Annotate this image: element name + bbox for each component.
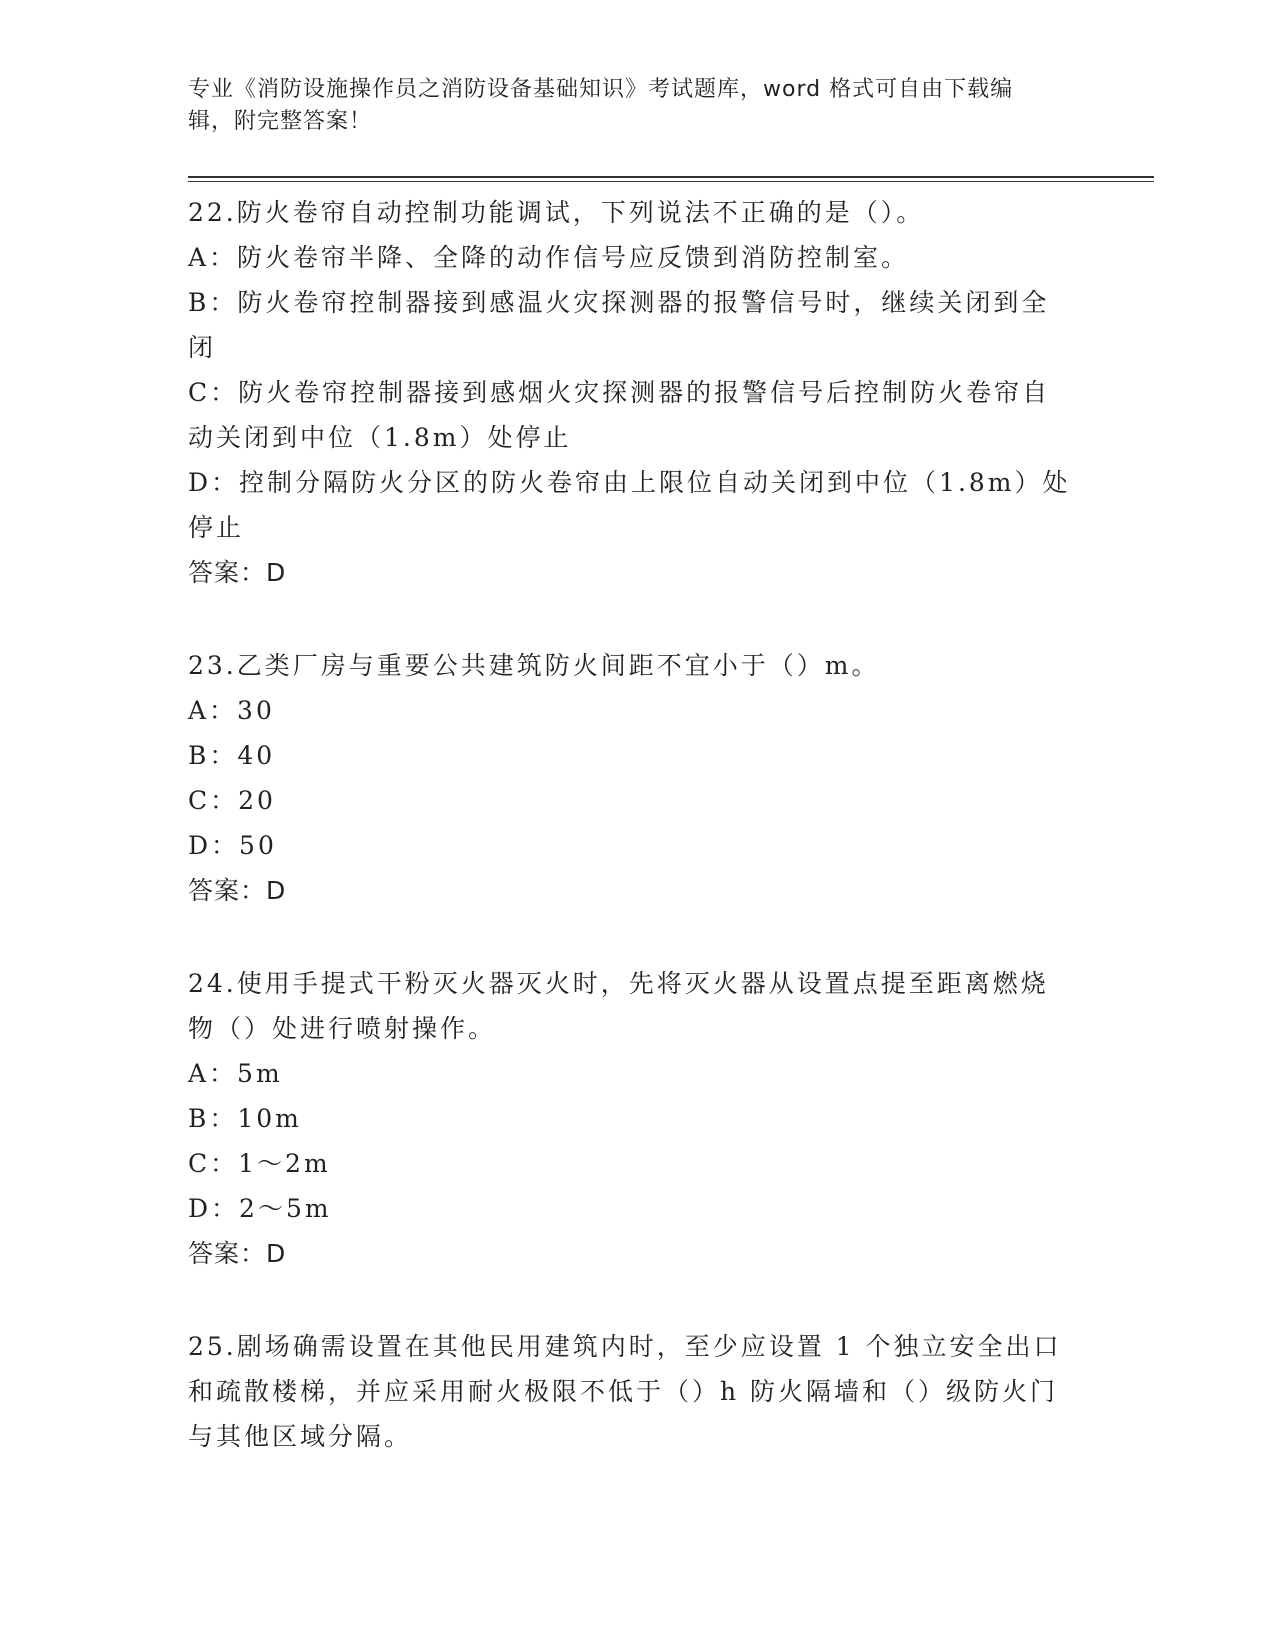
question-23 (188, 643, 1078, 913)
option-a: A：5m (188, 1059, 283, 1088)
option-d: D：50 (188, 831, 277, 860)
option-c: C：20 (188, 786, 276, 815)
header-line-2: 辑，附完整答案！ (188, 109, 373, 134)
question-25 (188, 1324, 1078, 1459)
option-c: C：防火卷帘控制器接到感烟火灾探测器的报警信号后控制防火卷帘自 (188, 378, 1051, 407)
option-c-continued: 动关闭到中位（1.8m）处停止 (188, 423, 572, 452)
answer: 答案：D (188, 1239, 287, 1268)
header-divider-thick (188, 176, 1154, 178)
answer: 答案：D (188, 876, 287, 905)
option-b-continued: 闭 (188, 333, 217, 362)
option-d: D：控制分隔防火分区的防火卷帘由上限位自动关闭到中位（1.8m）处 (188, 468, 1071, 497)
question-list (188, 190, 1078, 1507)
question-stem-continued: 与其他区域分隔。 (188, 1422, 413, 1451)
option-b: B：10m (188, 1104, 302, 1133)
header-line-1: 专业《消防设施操作员之消防设备基础知识》考试题库，word 格式可自由下载编 (188, 77, 1014, 102)
question-stem: 24.使用手提式干粉灭火器灭火时，先将灭火器从设置点提至距离燃烧 (188, 969, 1049, 998)
option-d-continued: 停止 (188, 513, 245, 542)
question-stem-continued: 物（）处进行喷射操作。 (188, 1014, 497, 1043)
question-22 (188, 190, 1078, 595)
question-stem: 22.防火卷帘自动控制功能调试，下列说法不正确的是（）。 (188, 198, 925, 227)
document-header (188, 74, 1068, 138)
answer: 答案：D (188, 558, 287, 587)
header-divider-thin (188, 181, 1154, 182)
question-24 (188, 961, 1078, 1276)
question-stem: 23.乙类厂房与重要公共建筑防火间距不宜小于（）m。 (188, 651, 880, 680)
option-a: A：防火卷帘半降、全降的动作信号应反馈到消防控制室。 (188, 243, 910, 272)
option-d: D：2～5m (188, 1194, 332, 1223)
question-stem: 25.剧场确需设置在其他民用建筑内时，至少应设置 1 个独立安全出口 (188, 1332, 1062, 1361)
option-b: B：防火卷帘控制器接到感温火灾探测器的报警信号时，继续关闭到全 (188, 288, 1050, 317)
question-stem-continued: 和疏散楼梯，并应采用耐火极限不低于（）h 防火隔墙和（）级防火门 (188, 1377, 1059, 1406)
option-b: B：40 (188, 741, 276, 770)
option-c: C：1～2m (188, 1149, 331, 1178)
option-a: A：30 (188, 696, 275, 725)
